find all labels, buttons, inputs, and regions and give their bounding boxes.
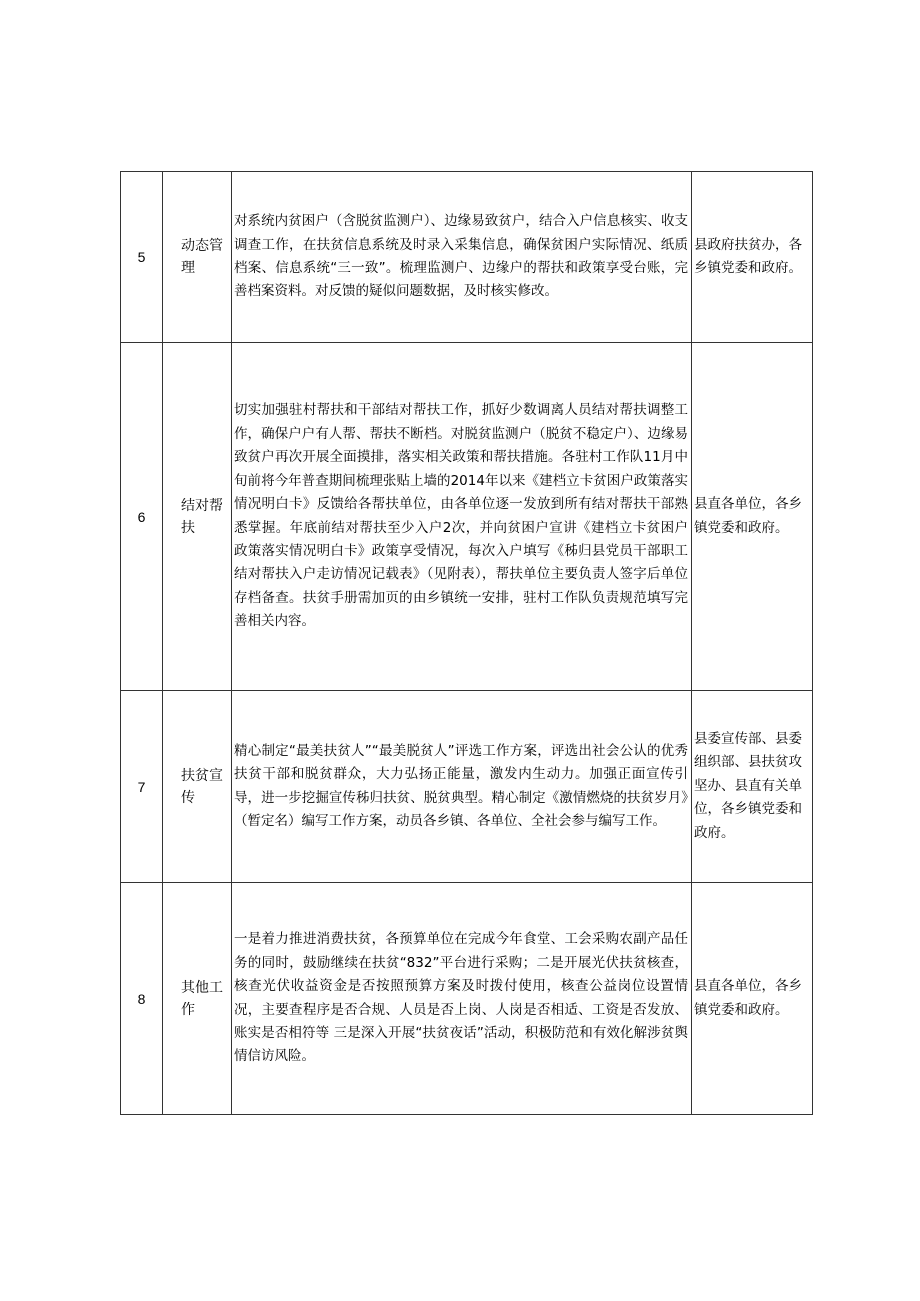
task-item: 结对帮扶 xyxy=(163,343,232,691)
responsible-unit: 县直各单位，各乡镇党委和政府。 xyxy=(692,343,813,691)
task-content: 精心制定“最美扶贫人”“最美脱贫人”评选工作方案，评选出社会公认的优秀扶贫干部和脱贫群众，大力弘扬正能量，激发内生动力。加强正面宣传引导，进一步挖掘宣传秭归扶贫、脱贫典型。精心制定《激情燃烧的扶贫岁月》（暂定名）编写工作方案，动员各乡镇、各单位、全社会参与编写工作。 xyxy=(232,691,692,883)
task-content: 对系统内贫困户（含脱贫监测户）、边缘易致贫户，结合入户信息核实、收支调查工作，在扶贫信息系统及时录入采集信息，确保贫困户实际情况、纸质档案、信息系统“三一致”。梳理监测户、边缘户的帮扶和政策享受台账，完善档案资料。对反馈的疑似问题数据，及时核实修改。 xyxy=(232,172,692,343)
row-number: 6 xyxy=(121,343,163,691)
table-row xyxy=(121,172,813,343)
table-row xyxy=(121,691,813,883)
task-item: 其他工作 xyxy=(163,883,232,1115)
work-plan-table xyxy=(120,171,813,1115)
responsible-unit: 县委宣传部、县委组织部、县扶贫攻坚办、县直有关单位，各乡镇党委和政府。 xyxy=(692,691,813,883)
row-number: 8 xyxy=(121,883,163,1115)
responsible-unit: 县政府扶贫办，各乡镇党委和政府。 xyxy=(692,172,813,343)
row-number: 5 xyxy=(121,172,163,343)
task-item: 扶贫宣传 xyxy=(163,691,232,883)
table-row xyxy=(121,343,813,691)
row-number: 7 xyxy=(121,691,163,883)
task-content: 一是着力推进消费扶贫，各预算单位在完成今年食堂、工会采购农副产品任务的同时，鼓励继续在扶贫“832”平台进行采购；二是开展光伏扶贫核查，核查光伏收益资金是否按照预算方案及时拨付使用，核查公益岗位设置情况，主要查程序是否合规、人员是否上岗、人岗是否相适、工资是否发放、账实是否相符等 三是深入开展“扶贫夜话”活动，积极防范和有效化解涉贫舆情信访风险。 xyxy=(232,883,692,1115)
task-content: 切实加强驻村帮扶和干部结对帮扶工作，抓好少数调离人员结对帮扶调整工作，确保户户有人帮、帮扶不断档。对脱贫监测户（脱贫不稳定户）、边缘易致贫户再次开展全面摸排，落实相关政策和帮扶措施。各驻村工作队11月中旬前将今年普查期间梳理张贴上墙的2014年以来《建档立卡贫困户政策落实情况明白卡》反馈给各帮扶单位，由各单位逐一发放到所有结对帮扶干部熟悉掌握。年底前结对帮扶至少入户2次，并向贫困户宣讲《建档立卡贫困户政策落实情况明白卡》政策享受情况，每次入户填写《秭归县党员干部职工结对帮扶入户走访情况记载表》（见附表），帮扶单位主要负责人签字后单位存档备查。扶贫手册需加页的由乡镇统一安排，驻村工作队负责规范填写完善相关内容。 xyxy=(232,343,692,691)
task-item: 动态管理 xyxy=(163,172,232,343)
responsible-unit: 县直各单位，各乡镇党委和政府。 xyxy=(692,883,813,1115)
table-row xyxy=(121,883,813,1115)
